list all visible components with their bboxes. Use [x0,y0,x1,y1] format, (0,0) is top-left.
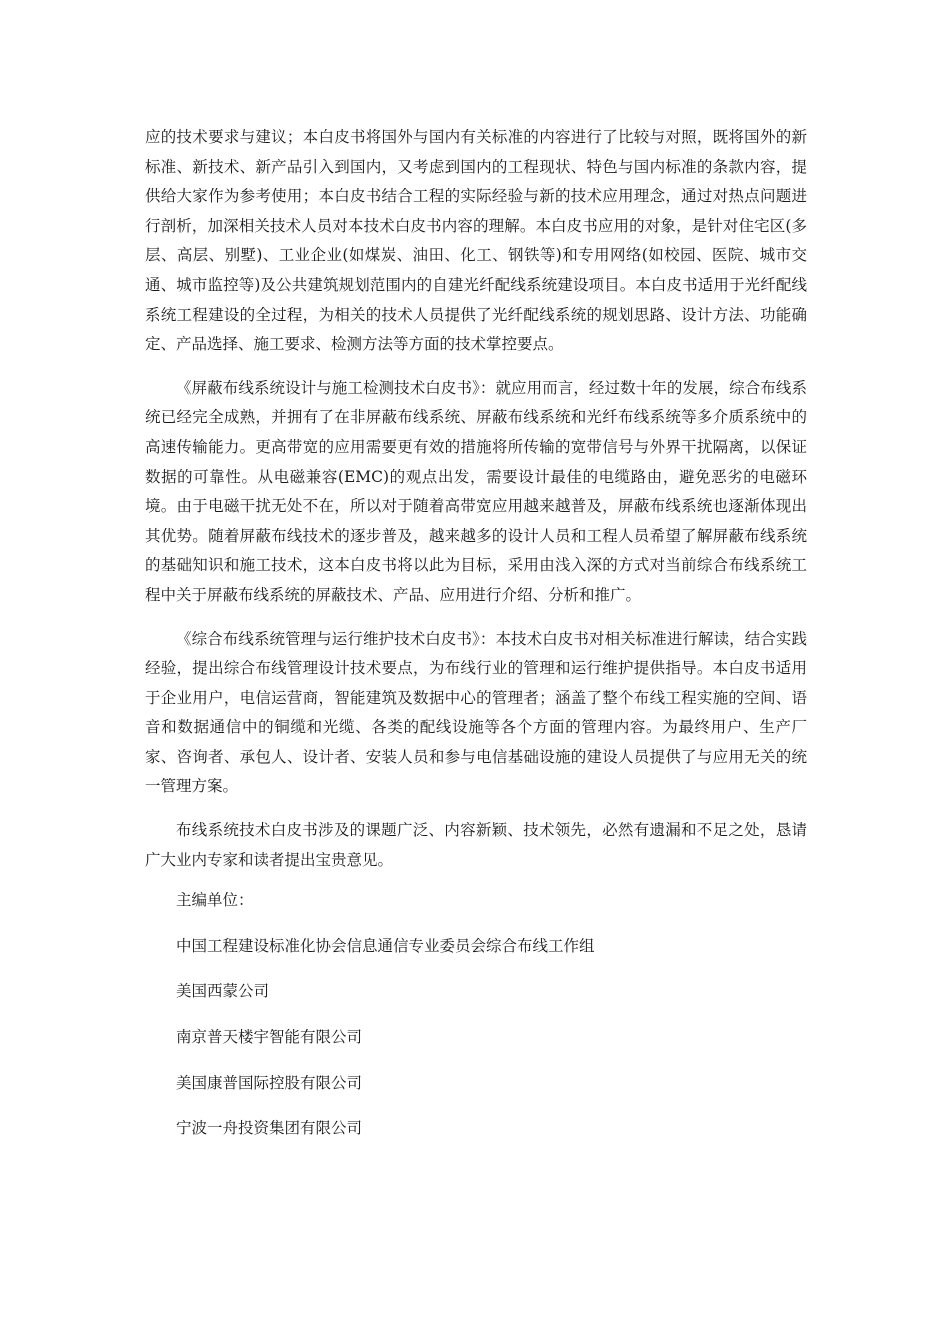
editor-unit-item: 宁波一舟投资集团有限公司 [176,1119,363,1138]
editor-unit-item: 美国康普国际控股有限公司 [176,1073,363,1092]
editor-unit-item: 中国工程建设标准化协会信息通信专业委员会综合布线工作组 [176,936,595,955]
editor-label: 主编单位： [176,891,254,910]
paragraph-management-maintenance: 《综合布线系统管理与运行维护技术白皮书》：本技术白皮书对相关标准进行解读，结合实践经验，提出综合布线管理设计技术要点，为布线行业的管理和运行维护提供指导。本白皮书适用于企业用户，电信运营商，智能建筑及数据中心的管理者；涵盖了整个布线工程实施的空间、语音和数据通信中的铜缆和光缆、各类的配线设施等各个方面的管理内容。为最终用户、生产厂家、咨询者、承包人、设计者、安装人员和参与电信基础设施的建设人员提供了与应用无关的统一管理方案。 [145,629,807,796]
editor-unit-item: 美国西蒙公司 [176,982,270,1001]
document-body [145,123,807,1160]
paragraph-intro-continued: 应的技术要求与建议；本白皮书将国外与国内有关标准的内容进行了比较与对照，既将国外的新标准、新技术、新产品引入到国内，又考虑到国内的工程现状、特色与国内标准的条款内容，提供给大家作为参考使用；本白皮书结合工程的实际经验与新的技术应用理念，通过对热点问题进行剖析，加深相关技术人员对本技术白皮书内容的理解。本白皮书应用的对象，是针对住宅区(多层、高层、别墅)、工业企业(如煤炭、油田、化工、钢铁等)和专用网络(如校园、医院、城市交通、城市监控等)及公共建筑规划范围内的自建光纤配线系统建设项目。本白皮书适用于光纤配线系统工程建设的全过程，为相关的技术人员提供了光纤配线系统的规划思路、设计方法、功能确定、产品选择、施工要求、检测方法等方面的技术掌控要点。 [145,128,807,354]
editor-units-section [145,886,807,1144]
paragraph-closing-remarks: 布线系统技术白皮书涉及的课题广泛、内容新颖、技术领先，必然有遗漏和不足之处，恳请广大业内专家和读者提出宝贵意见。 [145,821,807,869]
paragraph-shielded-cabling: 《屏蔽布线系统设计与施工检测技术白皮书》：就应用而言，经过数十年的发展，综合布线系统已经完全成熟，并拥有了在非屏蔽布线系统、屏蔽布线系统和光纤布线系统等多介质系统中的高速传输能力。更高带宽的应用需要更有效的措施将所传输的宽带信号与外界干扰隔离，以保证数据的可靠性。从电磁兼容(EMC)的观点出发，需要设计最佳的电缆路由，避免恶劣的电磁环境。由于电磁干扰无处不在，所以对于随着高带宽应用越来越普及，屏蔽布线系统也逐渐体现出其优势。随着屏蔽布线技术的逐步普及，越来越多的设计人员和工程人员希望了解屏蔽布线系统的基础知识和施工技术，这本白皮书将以此为目标，采用由浅入深的方式对当前综合布线系统工程中关于屏蔽布线系统的屏蔽技术、产品、应用进行介绍、分析和推广。 [145,378,807,604]
editor-unit-item: 南京普天楼宇智能有限公司 [176,1028,363,1047]
